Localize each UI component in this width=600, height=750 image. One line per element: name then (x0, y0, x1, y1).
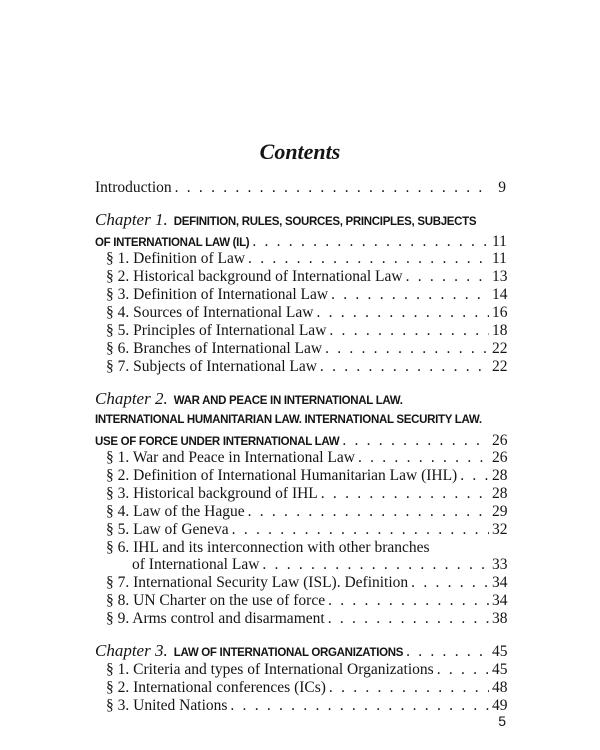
toc-section-entry[interactable] (106, 285, 506, 305)
toc-page-number: 33 (492, 556, 508, 573)
dot-leader (321, 484, 489, 504)
toc-entry-text: § 3. United Nations (106, 697, 228, 714)
toc-page-number: 22 (492, 340, 508, 357)
toc-section-entry[interactable] (106, 339, 506, 359)
page-number: 5 (498, 713, 506, 729)
toc-page-number: 11 (492, 250, 507, 267)
toc-entry-text: § 5. Law of Geneva (106, 521, 229, 538)
dot-leader (406, 267, 489, 287)
toc-section-entry[interactable] (106, 267, 506, 287)
dot-leader (437, 660, 489, 680)
chapter-2-heading-line (95, 410, 506, 430)
toc-entry-text: § 3. Historical background of IHL (106, 485, 318, 502)
dot-leader (358, 448, 489, 468)
toc-entry-text: § 7. International Security Law (ISL). Definition (106, 574, 409, 591)
toc-entry-text: § 7. Subjects of International Law (106, 358, 317, 375)
toc-section-entry[interactable] (106, 573, 506, 593)
dot-leader (331, 285, 489, 305)
dot-leader (329, 678, 489, 698)
toc-section-entry[interactable] (106, 321, 506, 341)
toc-section-entry[interactable] (106, 502, 506, 522)
toc-page-number: 34 (492, 574, 508, 591)
toc-entry-text: § 1. Definition of Law (106, 250, 246, 267)
toc-introduction[interactable] (95, 178, 506, 198)
toc-page-number: 29 (492, 503, 508, 520)
toc-page-number: 49 (492, 697, 508, 714)
dot-leader (316, 303, 489, 323)
toc-page-number: 32 (492, 521, 508, 538)
dot-leader (328, 609, 489, 629)
toc-section-entry[interactable] (106, 609, 506, 629)
toc-section-entry[interactable] (106, 357, 506, 377)
toc-entry-text: § 3. Definition of International Law (106, 286, 329, 303)
chapter-3-entry[interactable] (95, 641, 506, 661)
toc-entry-text: § 1. War and Peace in International Law (106, 449, 355, 466)
chapter-title: LAW OF INTERNATIONAL ORGANIZATIONS (173, 647, 404, 659)
toc-entry-text: § 5. Principles of International Law (106, 322, 327, 339)
dot-leader (329, 321, 489, 341)
toc-page-number: 45 (492, 661, 508, 678)
toc-entry-text: § 9. Arms control and disarmament (106, 610, 325, 627)
toc-page-number: 26 (492, 449, 508, 466)
toc-entry-text: § 4. Law of the Hague (106, 503, 245, 520)
chapter-title: USE OF FORCE UNDER INTERNATIONAL LAW (95, 436, 340, 448)
page-title: Contents (259, 139, 341, 164)
dot-leader (248, 502, 489, 522)
chapter-title: DEFINITION, RULES, SOURCES, PRINCIPLES, SUBJECTS (173, 216, 477, 228)
dot-leader (230, 696, 489, 716)
dot-leader (411, 573, 489, 593)
toc-entry-text: § 2. Historical background of International Law (106, 268, 403, 285)
toc-entry-text: § 4. Sources of International Law (106, 304, 314, 321)
toc-section-entry[interactable] (106, 303, 506, 323)
toc-section-entry[interactable] (106, 249, 506, 269)
toc-entry-text: § 6. Branches of International Law (106, 340, 323, 357)
toc-section-entry[interactable] (106, 591, 506, 611)
dot-leader (262, 555, 489, 575)
chapter-1-heading (95, 210, 506, 230)
toc-page-number: 16 (492, 304, 508, 321)
toc-page-number: 22 (492, 358, 508, 375)
dot-leader (460, 466, 489, 486)
toc-page-number: 11 (492, 233, 507, 250)
dot-leader (328, 591, 489, 611)
toc-section-entry[interactable] (106, 484, 506, 504)
toc-section-entry[interactable] (106, 466, 506, 486)
chapter-label: Chapter 3. (95, 641, 168, 660)
chapter-title: INTERNATIONAL HUMANITARIAN LAW. INTERNATIONAL SECURITY LAW. (95, 414, 482, 426)
toc-page-number: 28 (492, 485, 508, 502)
toc-page-number: 48 (492, 679, 508, 696)
toc-page-number: 9 (498, 179, 506, 196)
dot-leader (325, 339, 489, 359)
dot-leader (320, 357, 489, 377)
chapter-label: Chapter 1. (95, 210, 168, 229)
chapter-label: Chapter 2. (95, 389, 168, 408)
chapter-title: OF INTERNATIONAL LAW (IL) (95, 237, 250, 249)
toc-entry-text: § 8. UN Charter on the use of force (106, 592, 326, 609)
dot-leader (248, 249, 489, 269)
toc-entry-text: § 2. International conferences (ICs) (106, 679, 326, 696)
toc-page-number: 28 (492, 467, 508, 484)
dot-leader (232, 520, 489, 540)
toc-page-number: 13 (492, 268, 508, 285)
toc-page-number: 18 (492, 322, 508, 339)
toc-page-number: 38 (492, 610, 508, 627)
toc-page-number: 14 (492, 286, 508, 303)
toc-section-entry[interactable] (106, 696, 506, 716)
dot-leader (175, 178, 489, 198)
dot-leader (406, 642, 489, 662)
toc-entry-text: § 6. IHL and its interconnection with other branches (106, 539, 430, 556)
toc-page-number: 34 (492, 592, 508, 609)
toc-entry-text: § 2. Definition of International Humanitarian Law (IHL) (106, 467, 458, 484)
toc-page-number: 26 (492, 432, 508, 449)
toc-section-entry[interactable] (106, 448, 506, 468)
toc-entry-text: Introduction (95, 179, 172, 196)
toc-section-entry[interactable] (106, 678, 506, 698)
toc-section-entry-continued[interactable] (132, 555, 506, 575)
toc-section-entry[interactable] (106, 660, 506, 680)
toc-entry-text: § 1. Criteria and types of International Organizations (106, 661, 434, 678)
toc-section-entry[interactable] (106, 520, 506, 540)
chapter-title: WAR AND PEACE IN INTERNATIONAL LAW. (173, 395, 403, 407)
toc-page-number: 45 (492, 643, 508, 660)
chapter-2-heading (95, 389, 506, 409)
toc-entry-text: of International Law (132, 556, 260, 573)
